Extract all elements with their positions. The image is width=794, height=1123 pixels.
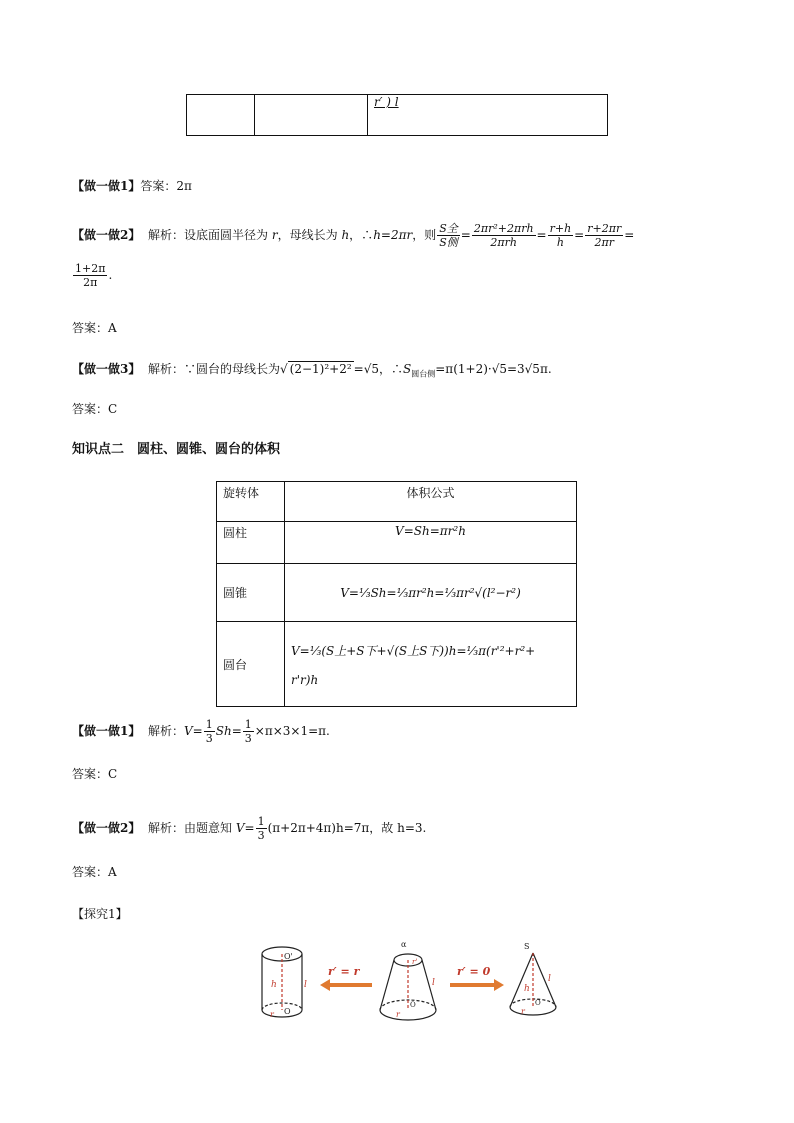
zuo3-sub: 圆台侧 xyxy=(411,369,436,379)
solids-figure xyxy=(250,935,570,1030)
zuo1-line xyxy=(72,177,192,195)
row-frustum-formula-a: V=⅓(S上+S下+√(S上S下))h=⅓π(r'²+r²+ xyxy=(291,643,536,658)
zuo4-text-a: 解析： xyxy=(148,724,185,738)
section-title: 知识点二 圆柱、圆锥、圆台的体积 xyxy=(72,442,281,457)
row-cone-formula: V=⅓Sh=⅓πr²h=⅓πr²√(l²−r²) xyxy=(285,564,577,622)
zuo2-ratio: $\frac{\text{S全}}{\text{S侧}}$ xyxy=(439,222,458,249)
cone-S-label: S xyxy=(524,942,530,951)
cylinder-l-label: l xyxy=(304,980,307,990)
cylinder-O-label: O xyxy=(284,1007,291,1016)
zuo3-text-a: 解析：∵圆台的母线长为 xyxy=(148,362,281,376)
answer-1: 答案：A xyxy=(72,321,117,335)
cylinder-O1-label: O' xyxy=(284,952,293,961)
row-frustum-formula xyxy=(285,622,577,707)
zuo2-line-2 xyxy=(72,262,112,289)
zuo2-text-b: ，母线长为 xyxy=(277,228,338,242)
row-cone-name: 圆锥 xyxy=(217,564,285,622)
top-table-cell-2 xyxy=(255,95,368,136)
answer-4: 答案：A xyxy=(72,865,117,879)
row-cone xyxy=(217,564,577,622)
tanjiu-label: 【探究1】 xyxy=(72,907,128,921)
zuo3-tail: =π(1+2)·√5=3√5π. xyxy=(435,362,552,376)
answer-3: 答案：C xyxy=(72,767,118,781)
zuo4-label: 【做一做1】 xyxy=(72,724,141,738)
zuo5-line: 【做一做2】 解析：由题意知 V= $\frac{1}{3}$ (π+2π+4π)h=7π，故 h=3. xyxy=(72,815,427,842)
volume-table-header xyxy=(217,482,577,522)
cone-l-label: l xyxy=(548,974,551,984)
header-solid: 旋转体 xyxy=(217,482,285,522)
arrow-right-icon xyxy=(450,979,504,991)
zuo2-text-d: ，则 xyxy=(412,228,437,242)
zuo2-text-a: 解析：设底面圆半径为 xyxy=(148,228,269,242)
zuo5-text-a: 解析：由题意知 xyxy=(148,821,233,835)
zuo3-S: S xyxy=(403,362,412,376)
cone-shape xyxy=(510,953,556,1015)
zuo2-frac-1: $\frac{\text{2πr²+2πrh}}{\text{2πrh}}$ xyxy=(473,222,534,249)
arrow1-label: r′ = r xyxy=(328,965,360,978)
zuo3-sqrt: (2−1)²+2² xyxy=(289,362,352,376)
arrow2-label: r′ = 0 xyxy=(457,965,491,978)
row-frustum-formula-b: r'r)h xyxy=(291,672,319,687)
row-cylinder xyxy=(217,522,577,564)
row-cylinder-formula: V=Sh=πr²h xyxy=(285,522,577,564)
cylinder-shape xyxy=(262,947,302,1017)
frustum-rp-label: r' xyxy=(412,958,418,966)
top-table xyxy=(186,94,608,136)
zuo2-frac-4: $\frac{1+2\pi}{2\pi}$ xyxy=(75,262,106,289)
zuo2-label: 【做一做2】 xyxy=(72,228,141,242)
zuo5-label: 【做一做2】 xyxy=(72,821,141,835)
zuo5-tail: (π+2π+4π)h=7π，故 h=3. xyxy=(267,821,427,835)
zuo2-r: r xyxy=(271,228,278,242)
row-frustum-name: 圆台 xyxy=(217,622,285,707)
row-cylinder-name: 圆柱 xyxy=(217,522,285,564)
zuo2-h: h xyxy=(341,228,350,242)
zuo2-frac-2: $\frac{r+h}{h}$ xyxy=(549,222,572,249)
zuo3-line: 【做一做3】 解析：∵圆台的母线长为√ (2−1)²+2² =√5，$\therefore S_{圆台侧}=\pi(1+2)\cdot√5=3√5\pi$. xyxy=(72,362,552,379)
zuo1-label: 【做一做1】 xyxy=(72,179,141,193)
zuo1-text: 答案：2π xyxy=(140,179,192,193)
answer-2: 答案：C xyxy=(72,402,118,416)
frustum-l-label: l xyxy=(432,978,435,988)
zuo2-line: 【做一做2】 解析：设底面圆半径为 r，母线长为 h，∴h=2πr，则 $\frac{\text{S全}}{\text{S侧}}$ = $\frac{\text{2πr²+2πrh}}{\text{2πrh}}$ = $\frac{r+h}{h}$ = $\frac{r+2\pi r}{2\pi r}$ = xyxy=(72,222,635,249)
frustum-O-label: O xyxy=(410,1001,416,1009)
cone-O-label: O xyxy=(535,999,541,1007)
zuo4-tail: ×π×3×1=π. xyxy=(254,724,330,738)
svg-text:α: α xyxy=(401,940,407,949)
zuo2-text-c: ，∴ xyxy=(349,228,374,242)
zuo3-label: 【做一做3】 xyxy=(72,362,141,376)
cone-h-label: h xyxy=(524,984,530,994)
top-table-cell-1 xyxy=(187,95,255,136)
frustum-r-label: r xyxy=(396,1010,400,1019)
zuo2-frac-3: $\frac{r+2\pi r}{2\pi r}$ xyxy=(587,222,622,249)
volume-table xyxy=(216,481,577,707)
cylinder-r-label: r xyxy=(270,1010,274,1019)
header-formula: 体积公式 xyxy=(285,482,577,522)
arrow-left-icon xyxy=(320,979,372,991)
frustum-shape xyxy=(380,954,436,1020)
zuo3-eq1: =√5，∴ xyxy=(353,362,404,376)
zuo4-line: 【做一做1】 解析：V= $\frac{1}{3}$ Sh= $\frac{1}{3}$ ×π×3×1=π. xyxy=(72,718,330,745)
zuo2-end: . xyxy=(108,268,113,282)
top-table-cell-3 xyxy=(368,95,608,136)
row-frustum xyxy=(217,622,577,707)
cone-r-label: r xyxy=(521,1007,525,1016)
top-table-cell-3-text: r′ ) l xyxy=(374,95,399,109)
zuo2-eq: h=2πr xyxy=(373,228,413,242)
cylinder-h-label: h xyxy=(271,980,277,990)
